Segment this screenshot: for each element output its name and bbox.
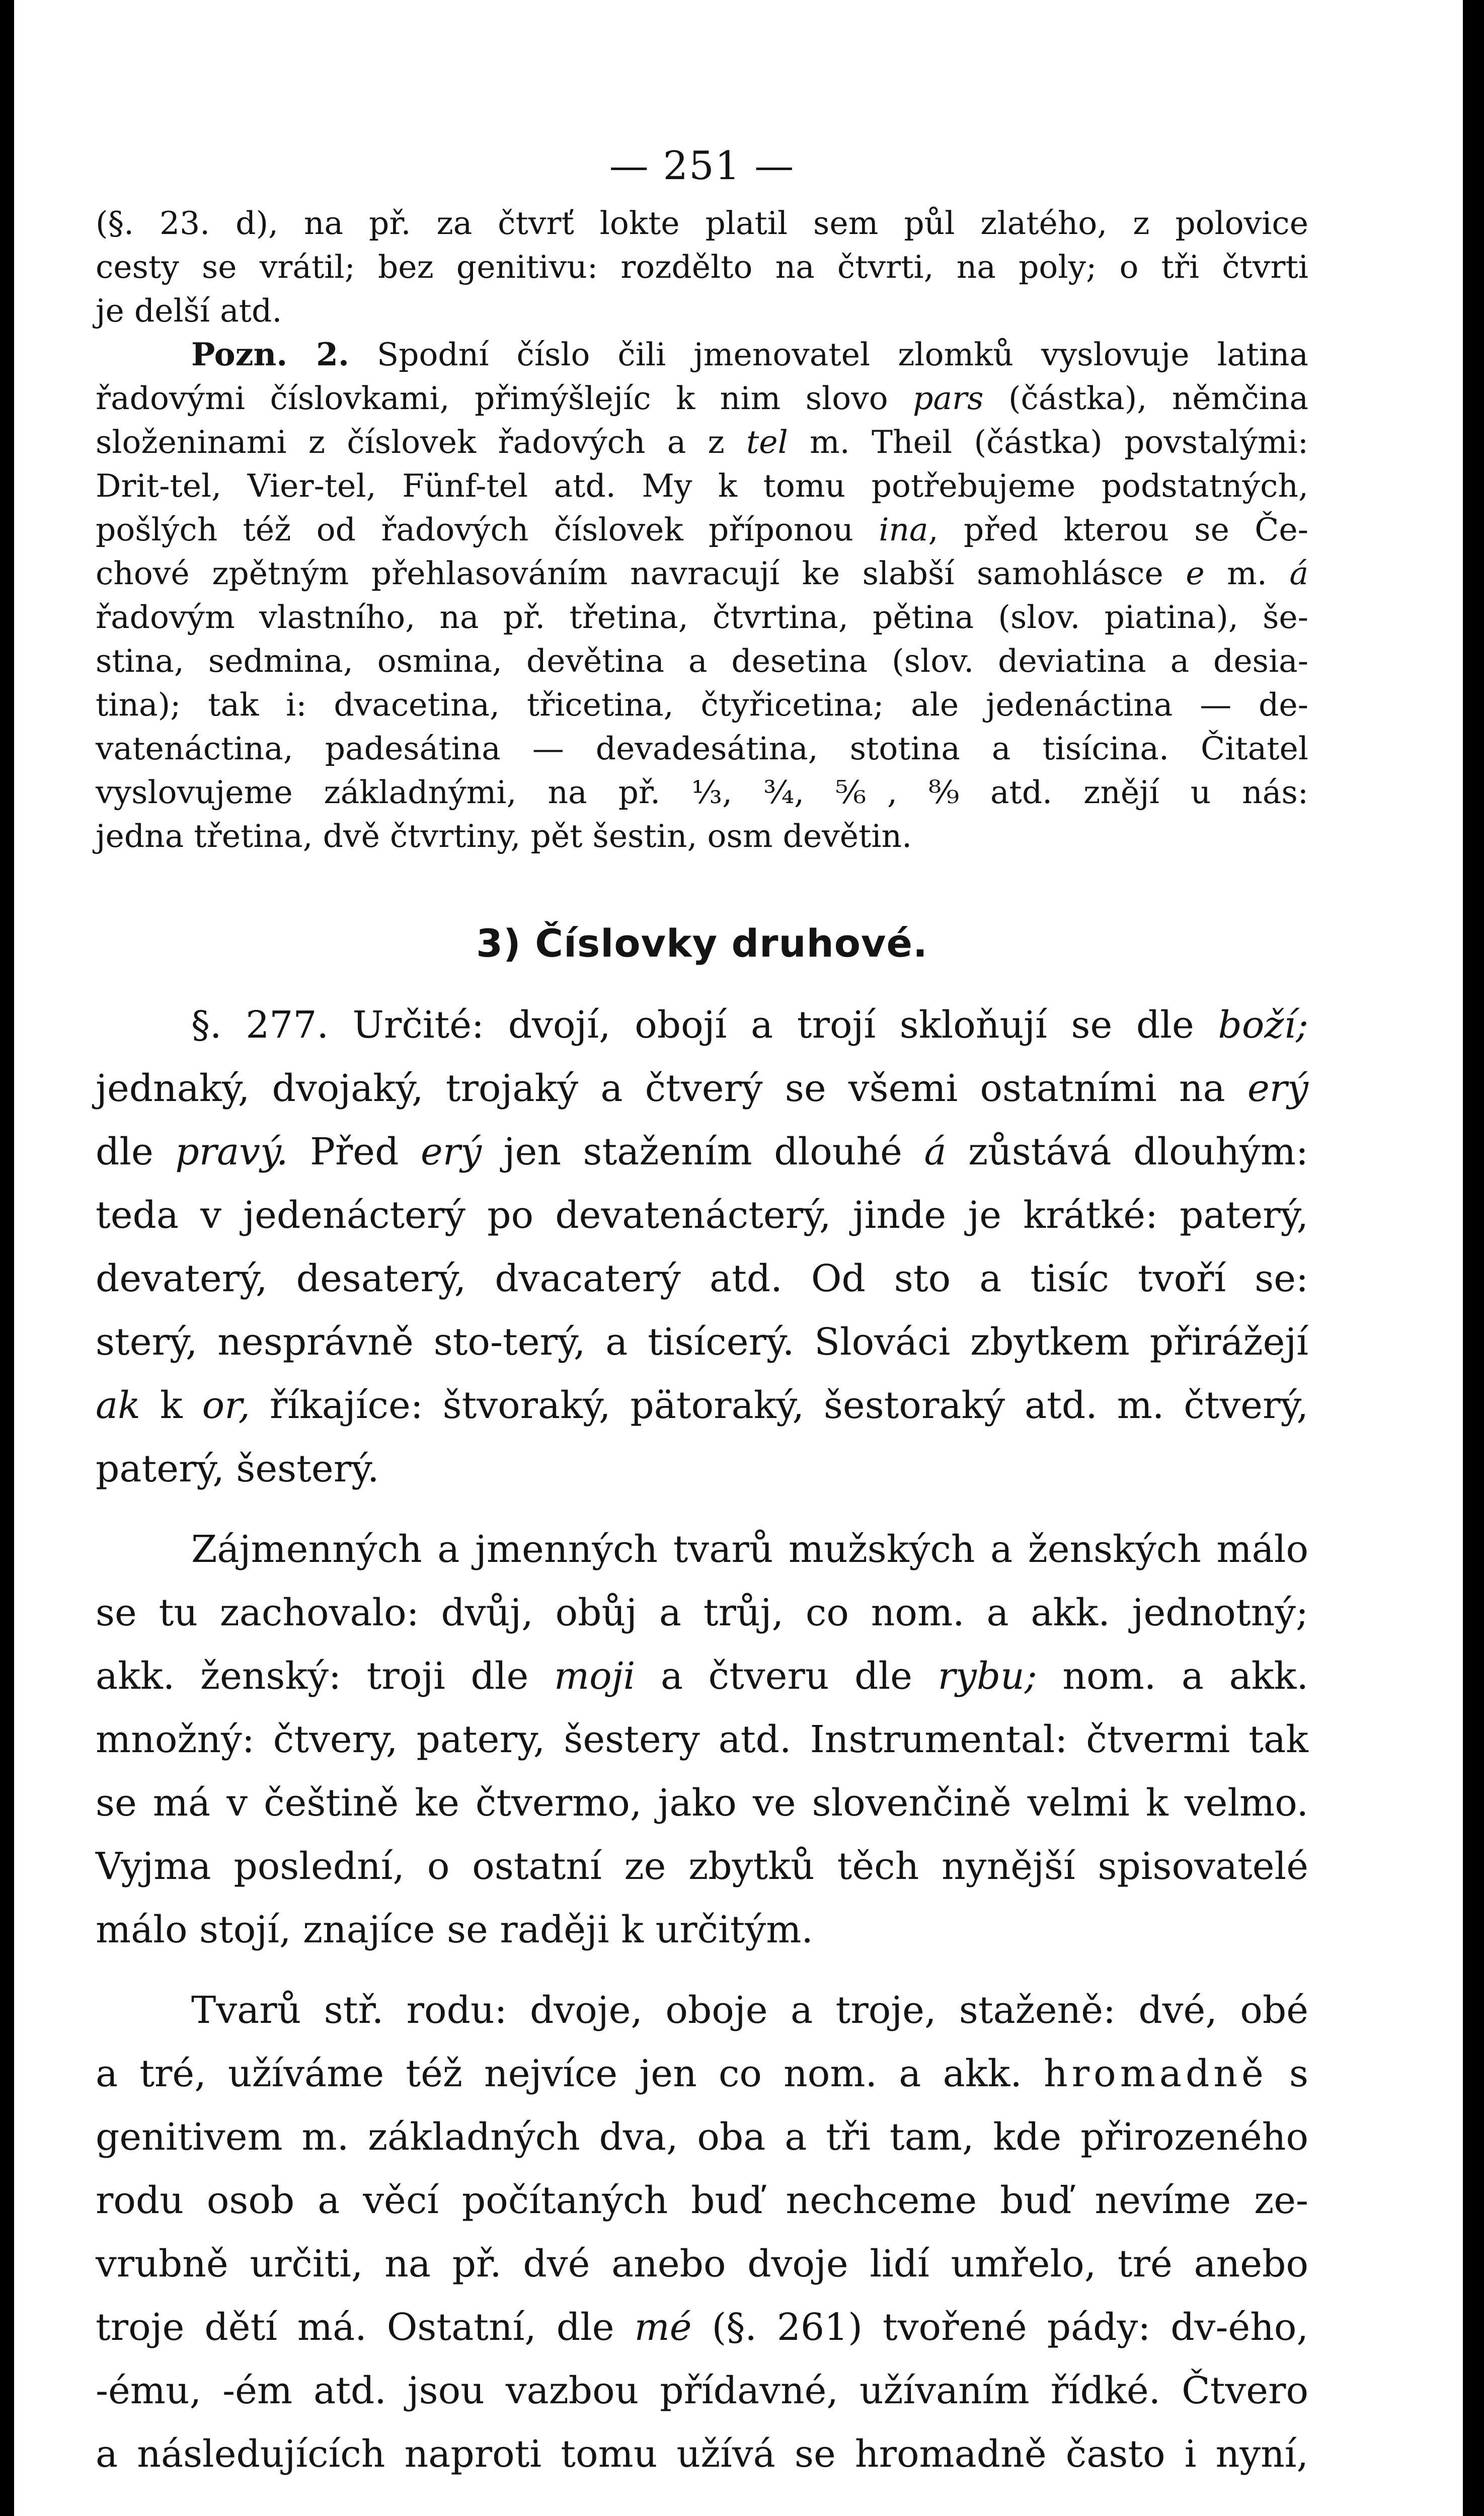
text-line: ak k or, říkajíce: štvoraký, pätoraký, šestoraký atd. m. čtverý, xyxy=(96,1384,1308,1427)
text-line: Zájmenných a jmenných tvarů mužských a ženských málo xyxy=(191,1528,1308,1571)
text-line: tina); tak i: dvacetina, třicetina, čtyřicetina; ale jedenáctina — de- xyxy=(96,686,1308,723)
text-line: se má v češtině ke čtvermo, jako ve slovenčině velmi k velmo. xyxy=(96,1781,1308,1825)
text-line: řadovými číslovkami, přimýšlejíc k nim slovo pars (částka), němčina xyxy=(96,380,1309,417)
text-line: troje dětí má. Ostatní, dle mé (§. 261) tvořené pády: dv-ého, xyxy=(96,2306,1308,2349)
scan-edge-right xyxy=(1463,0,1484,2516)
page-number: — 251 — xyxy=(609,143,795,189)
text-line: sterý, nesprávně sto-terý, a tisícerý. Slováci zbytkem přirážejí xyxy=(96,1320,1308,1364)
text-line: Vyjma poslední, o ostatní ze zbytků těch nynější spisovatelé xyxy=(96,1845,1308,1888)
text-line: vatenáctina, padesátina — devadesátina, stotina a tisícina. Čitatel xyxy=(96,730,1308,767)
text-line: málo stojí, znajíce se raději k určitým. xyxy=(96,1908,813,1951)
text-line: -ému, -ém atd. jsou vazbou přídavné, užívaním řídké. Čtvero xyxy=(96,2369,1308,2412)
text-line: jednaký, dvojaký, trojaký a čtverý se všemi ostatními na erý xyxy=(96,1067,1308,1110)
text-line: a tré, užíváme též nejvíce jen co nom. a akk. hromadně s xyxy=(96,2052,1308,2095)
text-line: chové zpětným přehlasováním navracují ke slabší samohlásce e m. á xyxy=(96,555,1309,592)
text-line: dle pravý. Před erý jen stažením dlouhé á zůstává dlouhým: xyxy=(96,1130,1308,1173)
text-line: Tvarů stř. rodu: dvoje, oboje a troje, staženě: dvé, obé xyxy=(191,1989,1308,2032)
text-line: vrubně určiti, na př. dvé anebo dvoje lidí umřelo, tré anebo xyxy=(96,2242,1308,2286)
text-line: (§. 23. d), na př. za čtvrť lokte platil sem půl zlatého, z polovice xyxy=(96,205,1308,242)
text-line: se tu zachovalo: dvůj, obůj a trůj, co nom. a akk. jednotný; xyxy=(96,1591,1308,1634)
top-continuation xyxy=(96,201,1308,333)
text-line: cesty se vrátil; bez genitivu: rozdělto na čtvrti, na poly; o tři čtvrti xyxy=(96,249,1308,285)
text-line: §. 277. Určité: dvojí, obojí a trojí skloňují se dle boží; xyxy=(191,1003,1308,1047)
text-line: Pozn. 2. Spodní číslo čili jmenovatel zlomků vyslovuje latina xyxy=(191,336,1308,373)
text-line: je delší atd. xyxy=(96,292,282,329)
text-line: paterý, šesterý. xyxy=(96,1447,379,1490)
text-line: řadovým vlastního, na př. třetina, čtvrtina, pětina (slov. piatina), še- xyxy=(96,599,1308,636)
paragraph-stredni-rod xyxy=(96,1979,1308,2486)
book-page xyxy=(96,131,1308,2486)
note-block xyxy=(96,333,1308,858)
text-line: jedna třetina, dvě čtvrtiny, pět šestin, osm devětin. xyxy=(96,818,912,854)
text-line: a následujících naproti tomu užívá se hromadně často i nyní, xyxy=(96,2432,1308,2476)
text-line: stina, sedmina, osmina, devětina a desetina (slov. deviatina a desia- xyxy=(96,643,1308,679)
text-line: vyslovujeme základnými, na př. ⅓, ¾, ⅚, ⁸⁄₉ atd. znějí u nás: xyxy=(96,774,1308,811)
text-line: akk. ženský: troji dle moji a čtveru dle rybu; nom. a akk. xyxy=(96,1655,1308,1698)
scan-edge-left xyxy=(0,0,14,2516)
paragraph-277 xyxy=(96,993,1308,1501)
text-line: teda v jedenácterý po devatenácterý, jinde je krátké: paterý, xyxy=(96,1194,1308,1237)
paragraph-zajmenne xyxy=(96,1518,1308,1961)
text-line: devaterý, desaterý, dvacaterý atd. Od sto a tisíc tvoří se: xyxy=(96,1257,1308,1300)
text-line: pošlých též od řadových číslovek příponou ina, před kterou se Če- xyxy=(96,511,1309,548)
text-line: genitivem m. základných dva, oba a tři tam, kde přirozeného xyxy=(96,2115,1308,2159)
text-line: rodu osob a věcí počítaných buď nechceme buď nevíme ze- xyxy=(96,2179,1308,2222)
section-heading: 3) Číslovky druhové. xyxy=(476,921,928,966)
note-label: Pozn. 2. xyxy=(191,336,349,373)
text-line: Drit-tel, Vier-tel, Fünf-tel atd. My k tomu potřebujeme podstatných, xyxy=(96,467,1308,504)
text-line: množný: čtvery, patery, šestery atd. Instrumental: čtvermi tak xyxy=(96,1718,1308,1761)
text-line: složeninami z číslovek řadových a z tel m. Theil (částka) povstalými: xyxy=(96,424,1308,460)
